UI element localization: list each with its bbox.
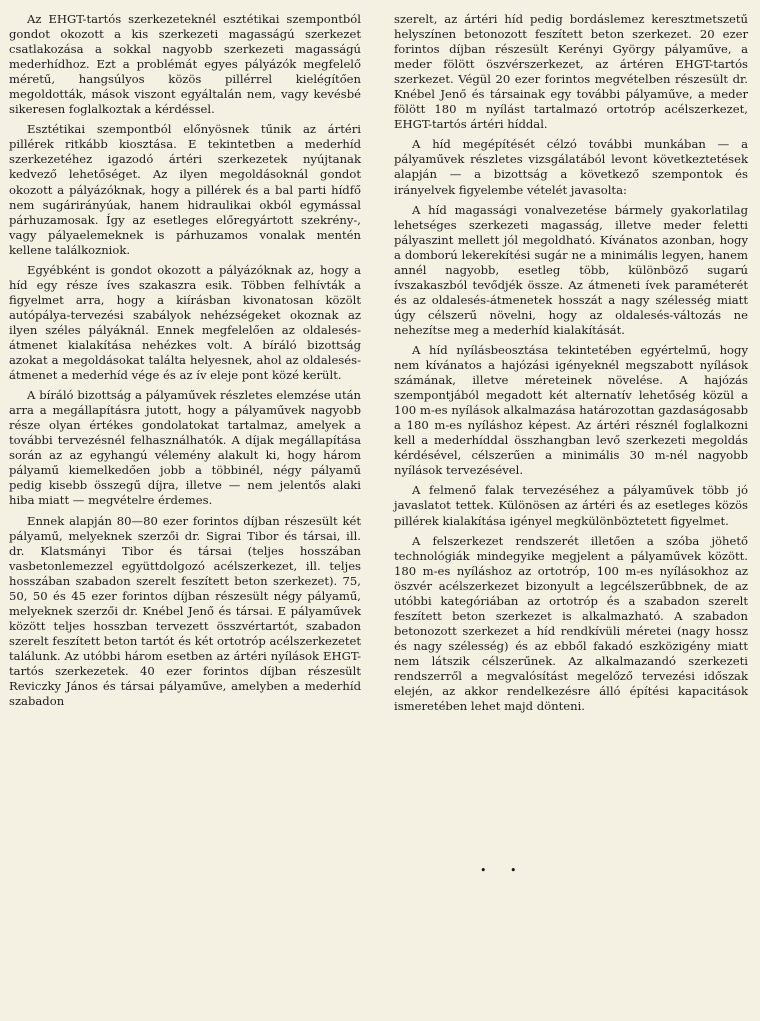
paragraph: A felszerkezet rendszerét illetően a szóba jöhető technológiák mindegyike megjelent a pályaművek között. 180 m-es nyíláshoz az ortotróp, 100 m-es nyílásokhoz az öszvér acélszerkezet bizonyult a legcélszerűbbnek, de az utóbbi kategóriában az ortotróp és a szabadon szerelt feszített beton szerkezet is alkalmazható. A szabadon betonozott szerkezet a híd rendkívüli méretei (nagy hossz és nagy szélesség) és az ebből fakadó eszközigény miatt nem látszik célszerűnek. Az alkalmazandó szerkezeti rendszerről a megvalósítást megelőző tervezési időszak elején, az akkor rendelkezésre álló építési kapacitások ismeretében lehet majd dönteni. — [394, 533, 748, 714]
left-column — [9, 12, 361, 714]
right-column — [394, 12, 748, 719]
paragraph: A felmenő falak tervezéséhez a pályaművek több jó javaslatot tettek. Különösen az ártéri és az esetleges közös pillérek kialakítása igényel megkülönböztetett figyelmet. — [394, 483, 748, 528]
paragraph-continuation: szerelt, az ártéri híd pedig bordáslemez keresztmetszetű helyszínen betonozott feszített beton szerkezet. 20 ezer forintos díjban részesült Kerényi György pályaműve, a meder fölött öszvérszerkezet, az ártéren EHGT-tartós szerkezet. Végül 20 ezer forintos megvételben részesült dr. Knébel Jenő és társainak egy további pályaműve, a meder fölött 180 m nyílást tartalmazó ortotróp acélszerkezet, EHGT-tartós ártéri híddal. — [394, 12, 748, 132]
paragraph: Az EHGT-tartós szerkezeteknél esztétikai szempontból gondot okozott a kis szerkezeti magasságú szerkezet csatlakozása a sokkal nagyobb szerkezeti magasságú mederhídhoz. Ezt a problémát egyes pályázók megfelelő méretű, hangsúlyos közös pillérrel kielégítően megoldották, mások viszont egyáltalán nem, vagy kevésbé sikeresen foglalkoztak a kérdéssel. — [9, 12, 361, 117]
paragraph: Ennek alapján 80—80 ezer forintos díjban részesült két pályamű, melyeknek szerzői dr. Sigrai Tibor és társai, ill. dr. Klatsmányi Tibor és társai (teljes hosszában vasbetonlemezzel együttdolgozó acélszerkezet, ill. teljes hosszában szabadon szerelt feszített beton szerkezet). 75, 50, 50 és 45 ezer forintos díjban részesült négy pályamű, melyeknek szerzői dr. Knébel Jenő és társai. E pályaművek között teljes hosszban tervezett összvértartót, szabadon szerelt feszített beton tartót és két ortotróp acélszerkezetet találunk. Az utóbbi három esetben az ártéri nyílások EHGT-tartós szerkezetek. 40 ezer forintos díjban részesült Reviczky János és társai pályaműve, amelyben a mederhíd szabadon — [9, 513, 361, 709]
paragraph: Egyébként is gondot okozott a pályázóknak az, hogy a híd egy része íves szakaszra esik. Többen felhívták a figyelmet arra, hogy a kiírásban kivonatosan közölt autópálya-tervezési szabályok nehézségeket okoznak az ilyen széles pályáknál. Ennek megfelelően az oldalesés-átmenet kialakítása nehézkes volt. A bíráló bizottság azokat a megoldásokat találta helyesnek, ahol az oldalesés-átmenet a mederhíd vége és az ív eleje pont közé került. — [9, 262, 361, 383]
paragraph: A híd megépítését célzó további munkában — a pályaművek részletes vizsgálatából levont következtetések alapján — a bizottság a következő szempontok és irányelvek figyelembe vételét javasolta: — [394, 137, 748, 197]
footer-marks: • • — [480, 864, 527, 877]
paragraph: Esztétikai szempontból előnyösnek tűnik az ártéri pillérek ritkább kiosztása. E tekintetben a mederhíd szerkezetéhez igazodó ártéri szerkezetek nyújtanak kedvező lehetőséget. Az ilyen megoldásoknál gondot okozott a pályázóknak, hogy a pillérek és a bal parti hídfő nem sugárirányúak, hanem hidraulikai okból egymással párhuzamosak. Így az esetleges előregyártott szekrény-, vagy pályaelemeknek is párhuzamos vonalak mentén kellene találkozniok. — [9, 122, 361, 257]
paragraph: A híd nyílásbeosztása tekintetében egyértelmű, hogy nem kívánatos a hajózási igényeknél megszabott nyílások számának, illetve méreteinek növelése. A hajózás szempontjából megadott két alternatív lehetőség közül a 100 m-es nyílások alkalmazása határozottan gazdaságosabb a 180 m-es nyíláshoz képest. Az ártéri résznél foglalkozni kell a mederhíddal összhangban levő szerkezeti megoldás kérdésével, célszerűen a minimális 30 m-nél nagyobb nyílások tervezésével. — [394, 342, 748, 478]
paragraph: A bíráló bizottság a pályaművek részletes elemzése után arra a megállapításra jutott, hogy a pályaművek nagyobb része olyan értékes gondolatokat tartalmaz, amelyek a további tervezésnél felhasználhatók. A díjak megállapítása során az az egyhangú vélemény alakult ki, hogy három pályamű kiemelkedően jobb a többinél, négy pályamű pedig kisebb összegű díjra, illetve — nem jelentős alaki hiba miatt — megvételre érdemes. — [9, 388, 361, 508]
paragraph: A híd magassági vonalvezetése bármely gyakorlatilag lehetséges szerkezeti magasság, illetve meder feletti pályaszint mellett jól megoldható. Kívánatos azonban, hogy a domború lekerekítési sugár ne a minimális legyen, hanem annél nagyobb, esetleg több, különböző sugarú ívszakaszból tevődjék össze. Az átmeneti ívek paraméterét és az oldalesés-átmenetek hosszát a nagy szélesség miatt úgy célszerű növelni, hogy az oldalesés-változás ne nehezítse meg a mederhíd kialakítását. — [394, 202, 748, 337]
